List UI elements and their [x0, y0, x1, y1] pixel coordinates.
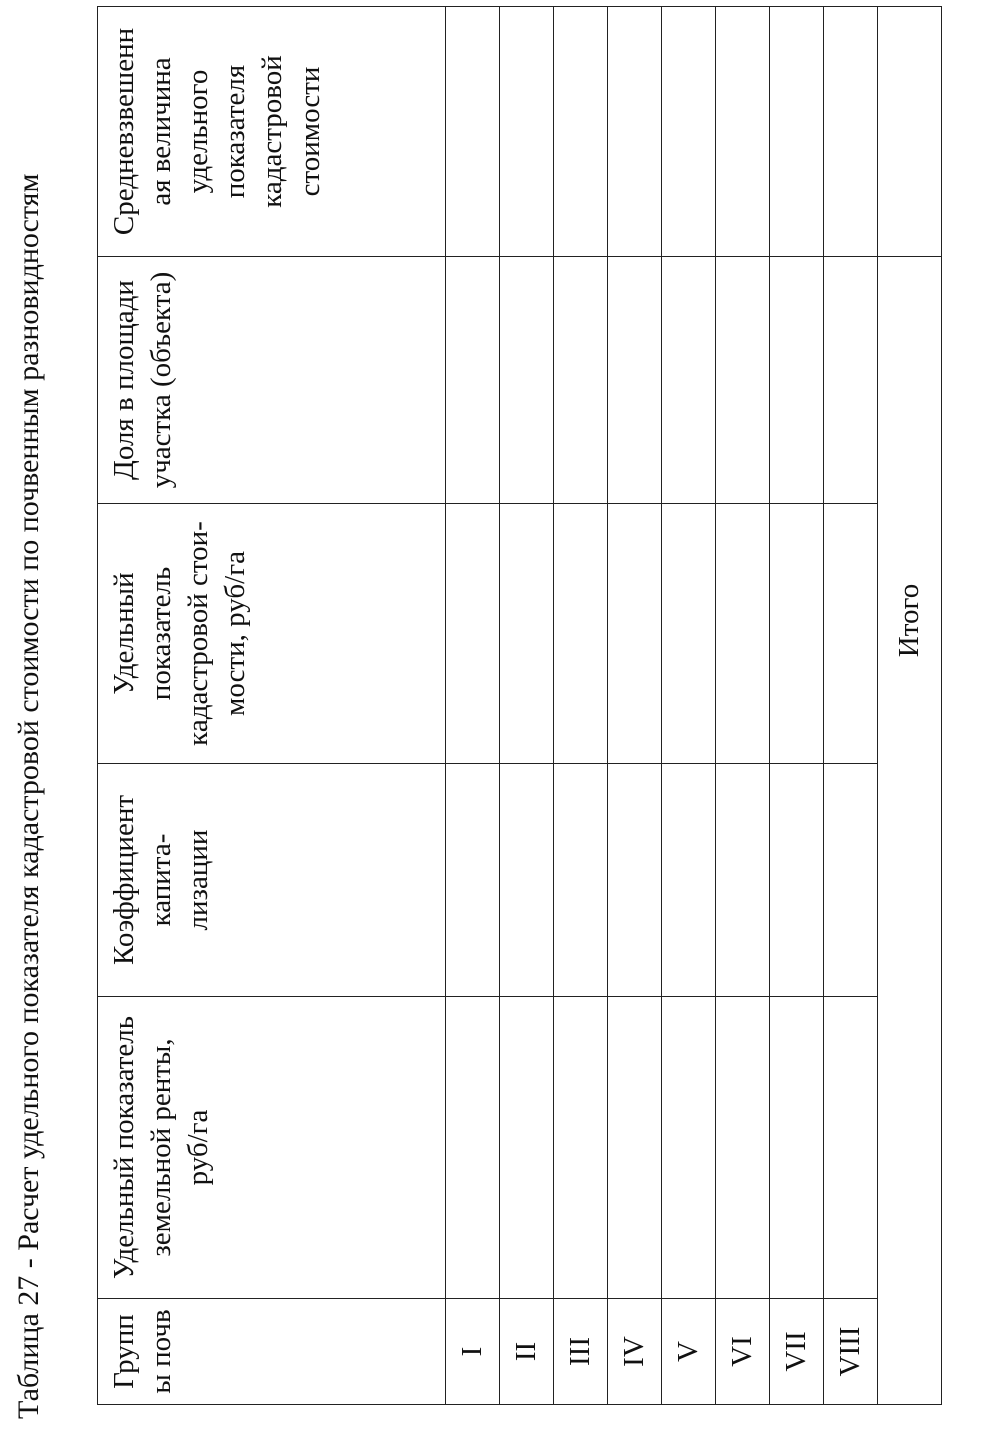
- table-row: [716, 7, 770, 1405]
- table-cell: [716, 504, 770, 764]
- group-label: VIII: [824, 1299, 878, 1405]
- table-cell: [716, 764, 770, 997]
- table-cell: [662, 997, 716, 1299]
- table-caption: Таблица 27 - Расчет удельного показателя кадастровой стоимости по почвенным разновидностям: [12, 173, 45, 1419]
- table-cell: [446, 7, 500, 257]
- group-label: VI: [716, 1299, 770, 1405]
- total-row: [878, 7, 942, 1405]
- table-cell: [446, 997, 500, 1299]
- table-row: [770, 7, 824, 1405]
- group-label: VII: [770, 1299, 824, 1405]
- group-label: II: [500, 1299, 554, 1405]
- table-cell: [662, 504, 716, 764]
- table-cell: [716, 257, 770, 504]
- table-cell: [446, 764, 500, 997]
- table-cell: [608, 7, 662, 257]
- table-row: [500, 7, 554, 1405]
- header-weighted-average: Средневзвешенн ая величина удельного показателя кадастровой стоимости: [98, 7, 446, 257]
- table-cell: [770, 257, 824, 504]
- table-cell: [662, 764, 716, 997]
- header-area-share: Доля в площади участка (объекта): [98, 257, 446, 504]
- table-row: [608, 7, 662, 1405]
- total-label: Итого: [878, 257, 942, 1405]
- group-label: III: [554, 1299, 608, 1405]
- group-label: V: [662, 1299, 716, 1405]
- table-cell: [500, 257, 554, 504]
- table-cell: [554, 504, 608, 764]
- table-cell: [716, 997, 770, 1299]
- header-row: [98, 7, 446, 1405]
- table-cell: [554, 257, 608, 504]
- total-value-cell: [878, 7, 942, 257]
- table-cell: [824, 764, 878, 997]
- table-cell: [824, 257, 878, 504]
- table-row: [824, 7, 878, 1405]
- table-cell: [662, 257, 716, 504]
- cadastral-value-table: [97, 6, 942, 1405]
- table-cell: [554, 997, 608, 1299]
- table-cell: [770, 504, 824, 764]
- table-cell: [554, 7, 608, 257]
- table-cell: [500, 997, 554, 1299]
- group-label: I: [446, 1299, 500, 1405]
- table-cell: [608, 504, 662, 764]
- table-cell: [446, 504, 500, 764]
- table-cell: [770, 997, 824, 1299]
- table-cell: [824, 7, 878, 257]
- header-land-rent: Удельный показатель земельной ренты, руб/га: [98, 997, 446, 1299]
- header-soil-groups: Групп ы почв: [98, 1299, 446, 1405]
- table-cell: [446, 257, 500, 504]
- table-row: [662, 7, 716, 1405]
- table-cell: [554, 764, 608, 997]
- table-cell: [824, 997, 878, 1299]
- table-cell: [662, 7, 716, 257]
- header-capitalization-coefficient: Коэффициент капита- лизации: [98, 764, 446, 997]
- table-cell: [824, 504, 878, 764]
- table-cell: [770, 764, 824, 997]
- table-cell: [716, 7, 770, 257]
- table-row: [446, 7, 500, 1405]
- header-specific-cadastral-value: Удельный показатель кадастровой стои- мости, руб/га: [98, 504, 446, 764]
- table-cell: [770, 7, 824, 257]
- table-cell: [500, 7, 554, 257]
- group-label: IV: [608, 1299, 662, 1405]
- table-cell: [500, 504, 554, 764]
- table-cell: [608, 997, 662, 1299]
- table-row: [554, 7, 608, 1405]
- table-cell: [500, 764, 554, 997]
- table-cell: [608, 257, 662, 504]
- table-cell: [608, 764, 662, 997]
